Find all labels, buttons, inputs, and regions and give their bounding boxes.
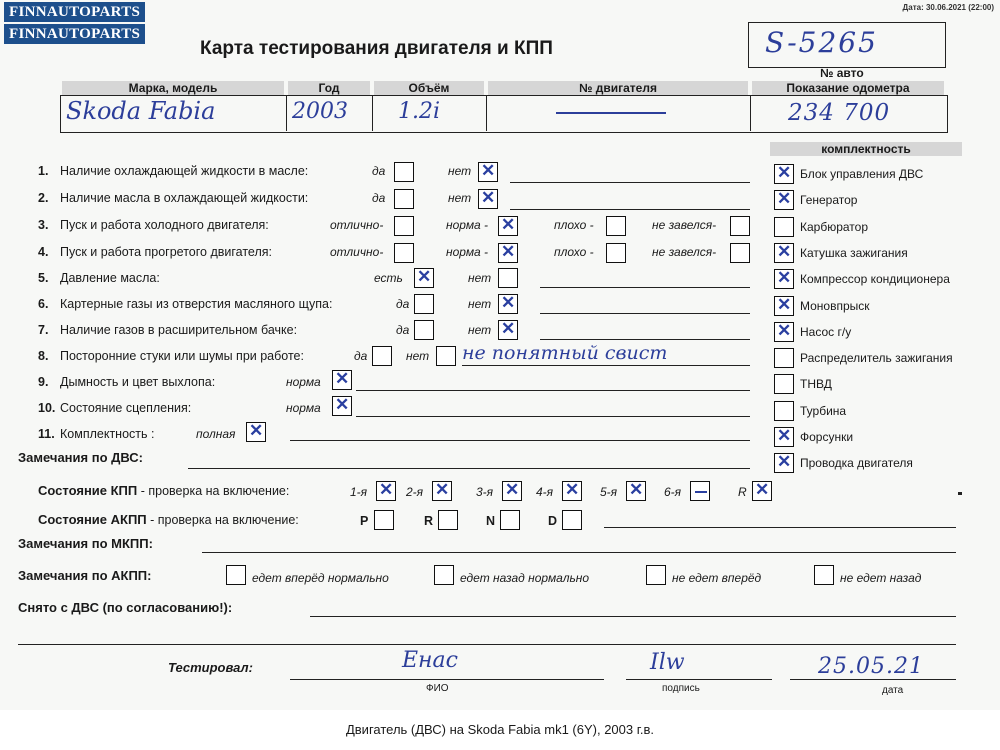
option-label: отлично- — [330, 218, 384, 232]
date-stamp: Дата: 30.06.2021 (22:00) — [902, 3, 994, 12]
komplekt-item-label: Блок управления ДВС — [800, 167, 924, 181]
q2-da-checkbox[interactable] — [394, 189, 414, 209]
kpp-gear-checkbox[interactable] — [690, 481, 710, 501]
kpp-gear-label: 4-я — [536, 485, 554, 499]
akpp-label: Состояние АКПП — [38, 512, 147, 527]
kpp-gear-label: 2-я — [406, 485, 424, 499]
question-7: Наличие газов в расширительном бачке: — [60, 323, 298, 337]
option-label: есть — [374, 271, 403, 285]
komplekt-checkbox[interactable] — [774, 164, 794, 184]
komplekt-checkbox[interactable] — [774, 401, 794, 421]
akpp-mode-label: P — [360, 514, 369, 528]
volume-value: 1.2i — [398, 99, 441, 124]
komplekt-checkbox[interactable] — [774, 374, 794, 394]
option-label: нет — [448, 164, 472, 178]
komplekt-item-label: Турбина — [800, 403, 847, 418]
q4-ne-zavelsya-checkbox[interactable] — [730, 243, 750, 263]
signature-value: Ilw — [650, 650, 685, 675]
brand-logo: FINNAUTOPARTS — [4, 24, 145, 44]
col-header-year: Год — [288, 81, 370, 95]
q2-net-checkbox[interactable] — [478, 189, 498, 209]
kpp-gear-label: 5-я — [600, 485, 618, 499]
akpp-opt-no-forward-checkbox[interactable] — [646, 565, 666, 585]
option-label: нет — [468, 297, 492, 311]
question-8: Посторонние стуки или шумы при работе: — [60, 349, 304, 363]
tested-by-label: Тестировал: — [168, 660, 253, 675]
komplekt-checkbox[interactable] — [774, 243, 794, 263]
akpp-opt-label: не едет назад — [840, 571, 922, 585]
q6-da-checkbox[interactable] — [414, 294, 434, 314]
kpp-gear-label: 6-я — [664, 485, 682, 499]
komplekt-item-label: ТНВД — [800, 377, 832, 392]
page-title: Карта тестирования двигателя и КПП — [200, 38, 553, 59]
question-number: 4. — [38, 245, 49, 259]
date-label: дата — [882, 685, 904, 696]
question-number: 6. — [38, 297, 49, 311]
question-number: 2. — [38, 191, 49, 205]
komplekt-item-label: Компрессор кондиционера — [800, 272, 950, 287]
q3-norma-checkbox[interactable] — [498, 216, 518, 236]
komplekt-checkbox[interactable] — [774, 190, 794, 210]
akpp-mode-checkbox[interactable] — [562, 510, 582, 530]
option-label: плохо - — [554, 218, 594, 232]
question-3: Пуск и работа холодного двигателя: — [60, 218, 269, 232]
question-11: Комплектность : — [60, 427, 155, 441]
q8-net-checkbox[interactable] — [436, 346, 456, 366]
akpp-mode-checkbox[interactable] — [374, 510, 394, 530]
q3-otlichno-checkbox[interactable] — [394, 216, 414, 236]
question-5: Давление масла: — [60, 271, 160, 285]
kpp-gear-checkbox[interactable] — [432, 481, 452, 501]
q3-ne-zavelsya-checkbox[interactable] — [730, 216, 750, 236]
akpp-opt-backward-ok-checkbox[interactable] — [434, 565, 454, 585]
col-header-model: Марка, модель — [62, 81, 284, 95]
fio-value: Енас — [402, 648, 458, 673]
q1-net-checkbox[interactable] — [478, 162, 498, 182]
option-label: отлично- — [330, 245, 384, 259]
question-4: Пуск и работа прогретого двигателя: — [60, 245, 272, 259]
col-header-volume: Объём — [374, 81, 484, 95]
akpp-suffix: - проверка на включение: — [150, 513, 299, 527]
question-number: 10. — [38, 401, 56, 415]
option-label: нет — [468, 271, 492, 285]
question-2: Наличие масла в охлаждающей жидкости: — [60, 191, 309, 205]
kpp-gear-label: 3-я — [476, 485, 494, 499]
komplekt-item-label: Проводка двигателя — [800, 456, 913, 471]
col-header-engine-no: № двигателя — [488, 81, 748, 95]
option-label: плохо - — [554, 245, 594, 259]
option-label: не завелся- — [652, 218, 717, 232]
kpp-gear-checkbox[interactable] — [626, 481, 646, 501]
option-label: да — [372, 164, 386, 178]
komplekt-item-label: Распределитель зажигания — [800, 351, 953, 366]
akpp-mode-label: D — [548, 514, 558, 528]
q1-da-checkbox[interactable] — [394, 162, 414, 182]
option-label: норма — [286, 401, 321, 415]
odometer-value: 234 700 — [788, 100, 891, 126]
akpp-mode-label: N — [486, 514, 496, 528]
q6-net-checkbox[interactable] — [498, 294, 518, 314]
akpp-opt-label: едет назад нормально — [460, 571, 590, 585]
question-number: 3. — [38, 218, 49, 232]
q4-ploho-checkbox[interactable] — [606, 243, 626, 263]
question-number: 7. — [38, 323, 49, 337]
kpp-gear-checkbox[interactable] — [752, 481, 772, 501]
q8-note: не понятный свист — [462, 342, 668, 364]
akpp-opt-no-backward-checkbox[interactable] — [814, 565, 834, 585]
q7-net-checkbox[interactable] — [498, 320, 518, 340]
akpp-mode-checkbox[interactable] — [438, 510, 458, 530]
akpp-row-label — [38, 512, 299, 527]
kpp-row-label — [38, 483, 289, 498]
option-label: да — [396, 297, 410, 311]
question-number: 11. — [38, 427, 55, 441]
kpp-gear-checkbox[interactable] — [376, 481, 396, 501]
komplekt-item-label: Форсунки — [800, 430, 854, 444]
brand-logo: FINNAUTOPARTS — [4, 2, 145, 22]
komplekt-checkbox[interactable] — [774, 453, 794, 473]
q5-net-checkbox[interactable] — [498, 268, 518, 288]
kpp-gear-label: 1-я — [350, 485, 368, 499]
fio-label: ФИО — [426, 683, 449, 694]
question-number: 5. — [38, 271, 49, 285]
option-label: не завелся- — [652, 245, 717, 259]
komplekt-item-label: Моновпрыск — [800, 298, 870, 313]
kpp-suffix: - проверка на включение: — [140, 484, 290, 498]
komplekt-checkbox[interactable] — [774, 348, 794, 368]
komplekt-item-label: Насос г/у — [800, 324, 852, 339]
akpp-opt-forward-ok-checkbox[interactable] — [226, 565, 246, 585]
q4-norma-checkbox[interactable] — [498, 243, 518, 263]
zamechaniya-mkpp-label: Замечания по МКПП: — [18, 536, 153, 551]
question-number: 9. — [38, 375, 49, 389]
akpp-opt-label: едет вперёд нормально — [252, 571, 389, 585]
komplekt-checkbox[interactable] — [774, 269, 794, 289]
snyato-label: Снято с ДВС (по согласованию!): — [18, 600, 233, 615]
q9-norma-checkbox[interactable] — [332, 370, 352, 390]
komplekt-item-label: Генератор — [800, 193, 858, 208]
option-label: норма — [286, 375, 321, 389]
kpp-gear-label: R — [738, 485, 747, 499]
question-6: Картерные газы из отверстия масляного щупа: — [60, 297, 333, 311]
col-header-odometer: Показание одометра — [752, 81, 944, 95]
q10-norma-checkbox[interactable] — [332, 396, 352, 416]
komplekt-header: комплектность — [770, 142, 962, 156]
option-label: нет — [406, 349, 430, 363]
akpp-mode-checkbox[interactable] — [500, 510, 520, 530]
komplekt-checkbox[interactable] — [774, 217, 794, 237]
q8-da-checkbox[interactable] — [372, 346, 392, 366]
page-caption: Двигатель (ДВС) на Skoda Fabia mk1 (6Y), 2003 г.в. — [0, 710, 1000, 750]
model-value: Skoda Fabia — [66, 97, 216, 125]
option-label: норма - — [446, 245, 489, 259]
option-label: да — [354, 349, 368, 363]
option-label: да — [372, 191, 386, 205]
question-number: 8. — [38, 349, 49, 363]
year-value: 2003 — [292, 99, 348, 124]
q3-ploho-checkbox[interactable] — [606, 216, 626, 236]
signature-label: подпись — [662, 683, 700, 694]
option-label: нет — [468, 323, 492, 337]
question-9: Дымность и цвет выхлопа: — [60, 375, 216, 389]
akpp-mode-label: R — [424, 514, 434, 528]
komplekt-item-label: Карбюратор — [800, 219, 869, 234]
option-label: да — [396, 323, 410, 337]
option-label: норма - — [446, 218, 489, 232]
question-number: 1. — [38, 164, 49, 178]
kpp-gear-checkbox[interactable] — [502, 481, 522, 501]
question-1: Наличие охлаждающей жидкости в масле: — [60, 164, 309, 178]
q11-polnaya-checkbox[interactable] — [246, 422, 266, 442]
komplekt-item-label: Катушка зажигания — [800, 245, 908, 260]
zamechaniya-dvs-label: Замечания по ДВС: — [18, 450, 143, 465]
komplekt-checkbox[interactable] — [774, 427, 794, 447]
akpp-opt-label: не едет вперёд — [672, 571, 762, 585]
question-10: Состояние сцепления: — [60, 401, 192, 415]
date-value: 25.05.21 — [818, 654, 924, 679]
option-label: нет — [448, 191, 472, 205]
kpp-label: Состояние КПП — [38, 483, 138, 498]
option-label: полная — [196, 427, 236, 441]
engine-no-dash — [556, 112, 666, 114]
q7-da-checkbox[interactable] — [414, 320, 434, 340]
komplekt-checkbox[interactable] — [774, 322, 794, 342]
zamechaniya-akpp-label: Замечания по АКПП: — [18, 568, 152, 583]
q4-otlichno-checkbox[interactable] — [394, 243, 414, 263]
avto-number-label: № авто — [820, 66, 864, 80]
kpp-gear-checkbox[interactable] — [562, 481, 582, 501]
q5-est-checkbox[interactable] — [414, 268, 434, 288]
avto-number-value: S-5265 — [765, 26, 878, 59]
komplekt-checkbox[interactable] — [774, 296, 794, 316]
